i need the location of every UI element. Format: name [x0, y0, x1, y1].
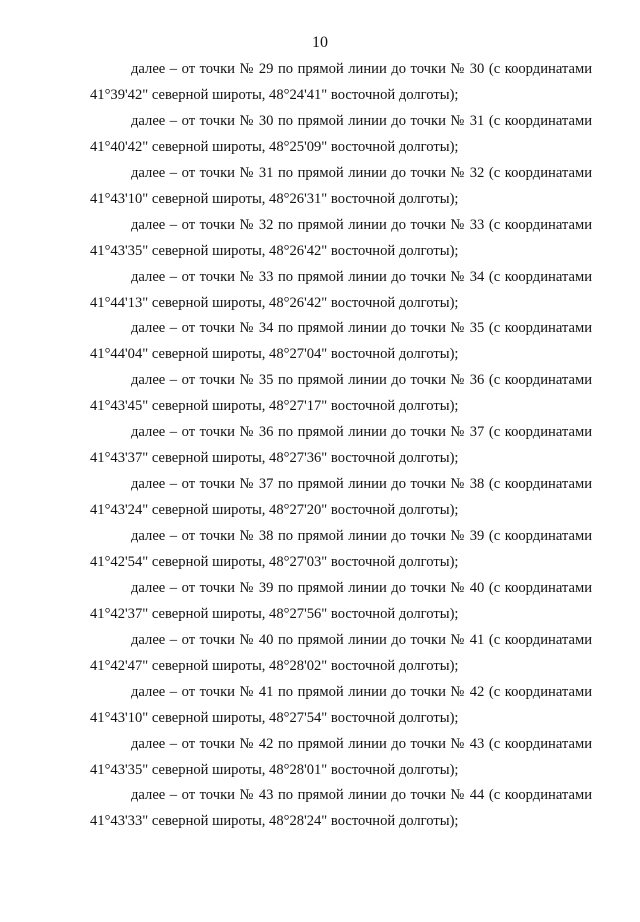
segment-coordinates: 41°43'24" северной широты, 48°27'20" восточной долготы);	[90, 502, 459, 519]
segment-coordinates: 41°44'13" северной широты, 48°26'42" восточной долготы);	[90, 294, 459, 311]
segment-description: далее – от точки № 32 по прямой линии до точки № 33 (с координатами	[131, 216, 592, 233]
list-item	[90, 471, 592, 523]
segment-coordinates: 41°40'42" северной широты, 48°25'09" восточной долготы);	[90, 138, 459, 155]
list-item	[90, 264, 592, 316]
list-item	[90, 731, 592, 783]
list-item	[90, 367, 592, 419]
list-item	[90, 419, 592, 471]
list-item	[90, 160, 592, 212]
list-item	[90, 315, 592, 367]
segment-coordinates: 41°42'47" северной широты, 48°28'02" восточной долготы);	[90, 657, 459, 674]
segment-coordinates: 41°43'35" северной широты, 48°26'42" восточной долготы);	[90, 242, 459, 259]
segment-description: далее – от точки № 43 по прямой линии до точки № 44 (с координатами	[131, 787, 592, 804]
page-number: 10	[312, 34, 328, 51]
segment-description: далее – от точки № 34 по прямой линии до точки № 35 (с координатами	[131, 320, 592, 337]
list-item	[90, 627, 592, 679]
segment-description: далее – от точки № 37 по прямой линии до точки № 38 (с координатами	[131, 476, 592, 493]
segment-coordinates: 41°44'04" северной широты, 48°27'04" восточной долготы);	[90, 346, 459, 363]
list-item	[90, 212, 592, 264]
segment-description: далее – от точки № 40 по прямой линии до точки № 41 (с координатами	[131, 631, 592, 648]
segment-description: далее – от точки № 35 по прямой линии до точки № 36 (с координатами	[131, 372, 592, 389]
segment-coordinates: 41°43'33" северной широты, 48°28'24" восточной долготы);	[90, 813, 459, 830]
list-item	[90, 782, 592, 834]
list-item	[90, 679, 592, 731]
list-item	[90, 523, 592, 575]
segment-description: далее – от точки № 38 по прямой линии до точки № 39 (с координатами	[131, 528, 592, 545]
segment-description: далее – от точки № 31 по прямой линии до точки № 32 (с координатами	[131, 164, 592, 181]
segment-coordinates: 41°43'45" северной широты, 48°27'17" восточной долготы);	[90, 398, 459, 415]
coordinate-list	[90, 56, 592, 834]
segment-description: далее – от точки № 42 по прямой линии до точки № 43 (с координатами	[131, 735, 592, 752]
segment-description: далее – от точки № 36 по прямой линии до точки № 37 (с координатами	[131, 424, 592, 441]
segment-coordinates: 41°43'10" северной широты, 48°26'31" восточной долготы);	[90, 190, 459, 207]
list-item	[90, 575, 592, 627]
segment-coordinates: 41°39'42" северной широты, 48°24'41" восточной долготы);	[90, 87, 459, 103]
segment-description: далее – от точки № 30 по прямой линии до точки № 31 (с координатами	[131, 112, 592, 129]
list-item	[90, 108, 592, 160]
segment-description: далее – от точки № 33 по прямой линии до точки № 34 (с координатами	[131, 268, 592, 285]
segment-coordinates: 41°43'37" северной широты, 48°27'36" восточной долготы);	[90, 450, 459, 467]
segment-description: далее – от точки № 39 по прямой линии до точки № 40 (с координатами	[131, 579, 592, 596]
segment-coordinates: 41°43'35" северной широты, 48°28'01" восточной долготы);	[90, 761, 459, 778]
segment-description: далее – от точки № 29 по прямой линии до точки № 30 (с координатами	[131, 61, 592, 77]
segment-description: далее – от точки № 41 по прямой линии до точки № 42 (с координатами	[131, 683, 592, 700]
segment-coordinates: 41°42'37" северной широты, 48°27'56" восточной долготы);	[90, 605, 459, 622]
segment-coordinates: 41°43'10" северной широты, 48°27'54" восточной долготы);	[90, 709, 459, 726]
list-item	[90, 56, 592, 108]
segment-coordinates: 41°42'54" северной широты, 48°27'03" восточной долготы);	[90, 554, 459, 571]
